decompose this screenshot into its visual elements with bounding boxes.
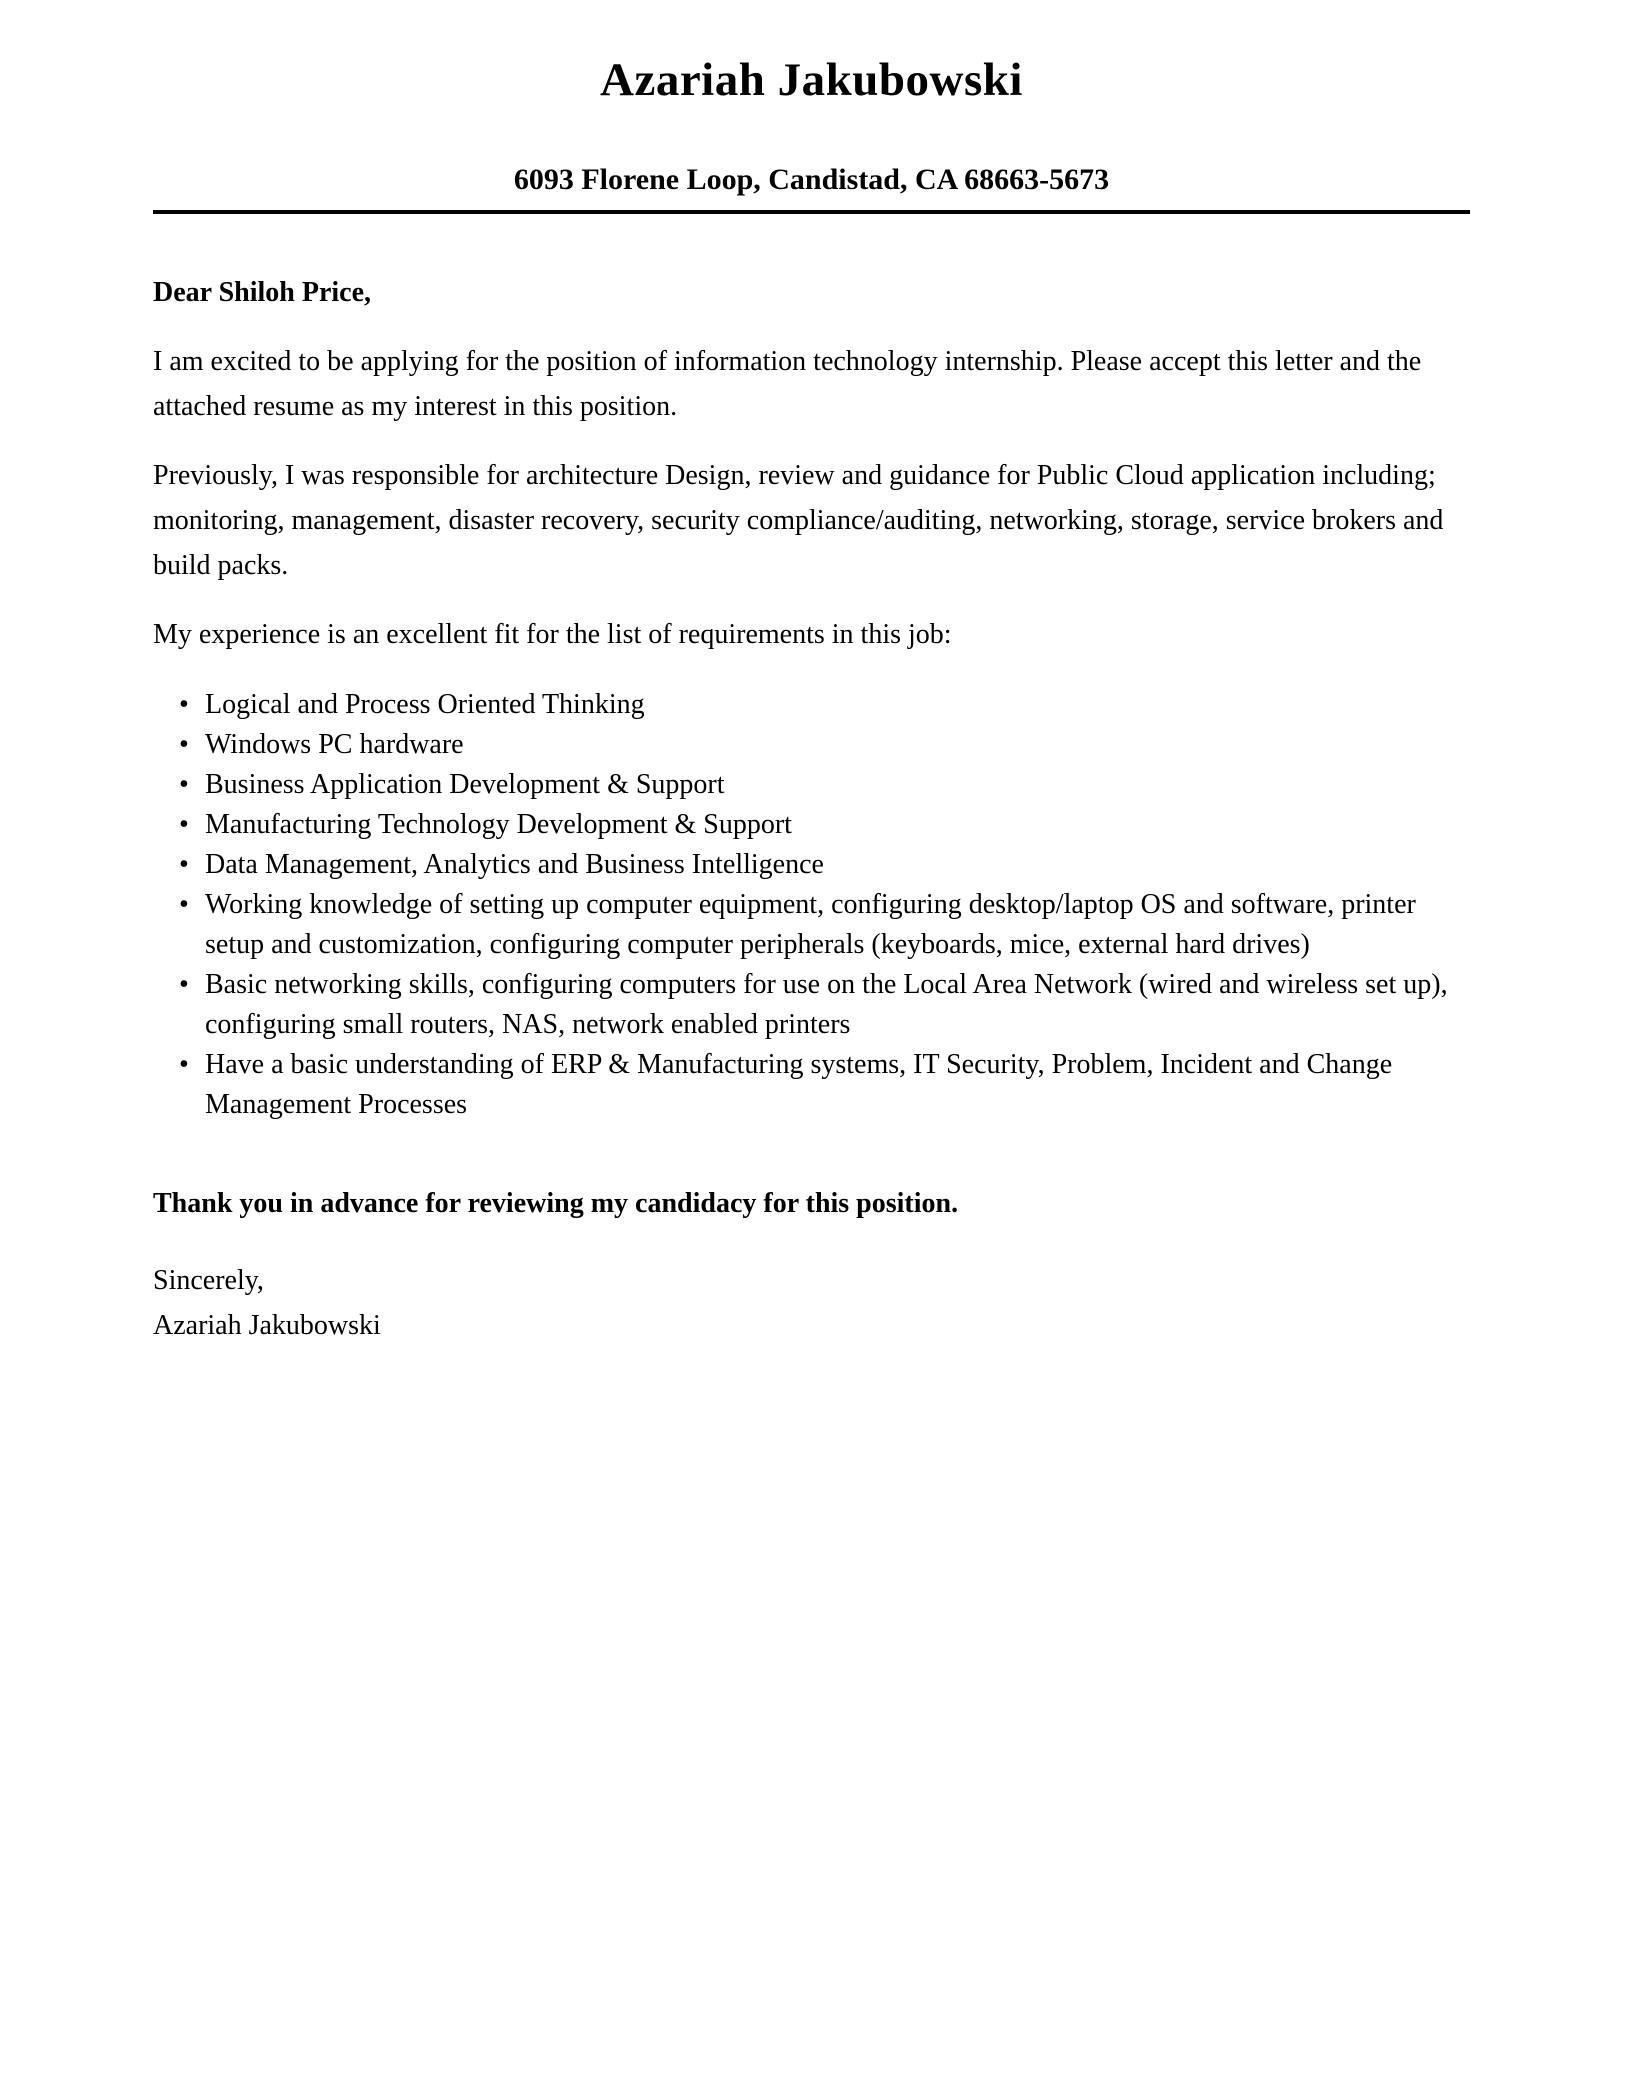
requirement-item [153,965,1470,1045]
requirement-text: Business Application Development & Support [205,769,725,800]
closing-block [153,1258,1470,1348]
requirement-text: Basic networking skills, configuring computers for use on the Local Area Network (wired and wireless set up), configuring small routers, NAS, network enabled printers [205,969,1448,1040]
requirement-text: Have a basic understanding of ERP & Manufacturing systems, IT Security, Problem, Incident and Change Management Processes [205,1049,1393,1120]
requirement-text: Working knowledge of setting up computer equipment, configuring desktop/laptop OS and software, printer setup and customization, configuring computer peripherals (keyboards, mice, external hard drives) [205,889,1416,960]
signature-name: Azariah Jakubowski [153,1310,381,1341]
applicant-address: 6093 Florene Loop, Candistad, CA 68663-5673 [513,163,1110,196]
applicant-name: Azariah Jakubowski [600,54,1023,106]
bullet-icon: • [179,729,189,760]
paragraph-fit: My experience is an excellent fit for the list of requirements in this job: [153,619,952,650]
paragraph-intro: I am excited to be applying for the position of information technology internship. Please accept this letter and the attached resume as my interest in this position. [153,346,1422,422]
closing-word: Sincerely, [153,1265,264,1296]
requirement-text: Data Management, Analytics and Business Intelligence [205,849,824,880]
bullet-icon: • [179,969,189,1000]
thanks-line: Thank you in advance for reviewing my candidacy for this position. [153,1188,959,1219]
bullet-icon: • [179,1049,189,1080]
requirement-text: Windows PC hardware [205,729,464,760]
salutation: Dear Shiloh Price, [153,277,372,308]
requirement-item [153,845,1470,885]
bullet-icon: • [179,849,189,880]
requirements-list [153,685,1470,1125]
requirement-item [153,885,1470,965]
requirement-item [153,805,1470,845]
header-divider [153,210,1470,214]
bullet-icon: • [179,689,189,720]
paragraph-experience: Previously, I was responsible for architecture Design, review and guidance for Public Cloud application including; monitoring, management, disaster recovery, security compliance/auditing, networking, storage, service brokers and build packs. [153,460,1444,581]
requirement-text: Manufacturing Technology Development & Support [205,809,792,840]
letter-header [153,52,1470,214]
requirement-item [153,1045,1470,1125]
bullet-icon: • [179,889,189,920]
requirement-item [153,765,1470,805]
requirement-text: Logical and Process Oriented Thinking [205,689,645,720]
requirement-item [153,725,1470,765]
bullet-icon: • [179,809,189,840]
bullet-icon: • [179,769,189,800]
requirement-item [153,685,1470,725]
